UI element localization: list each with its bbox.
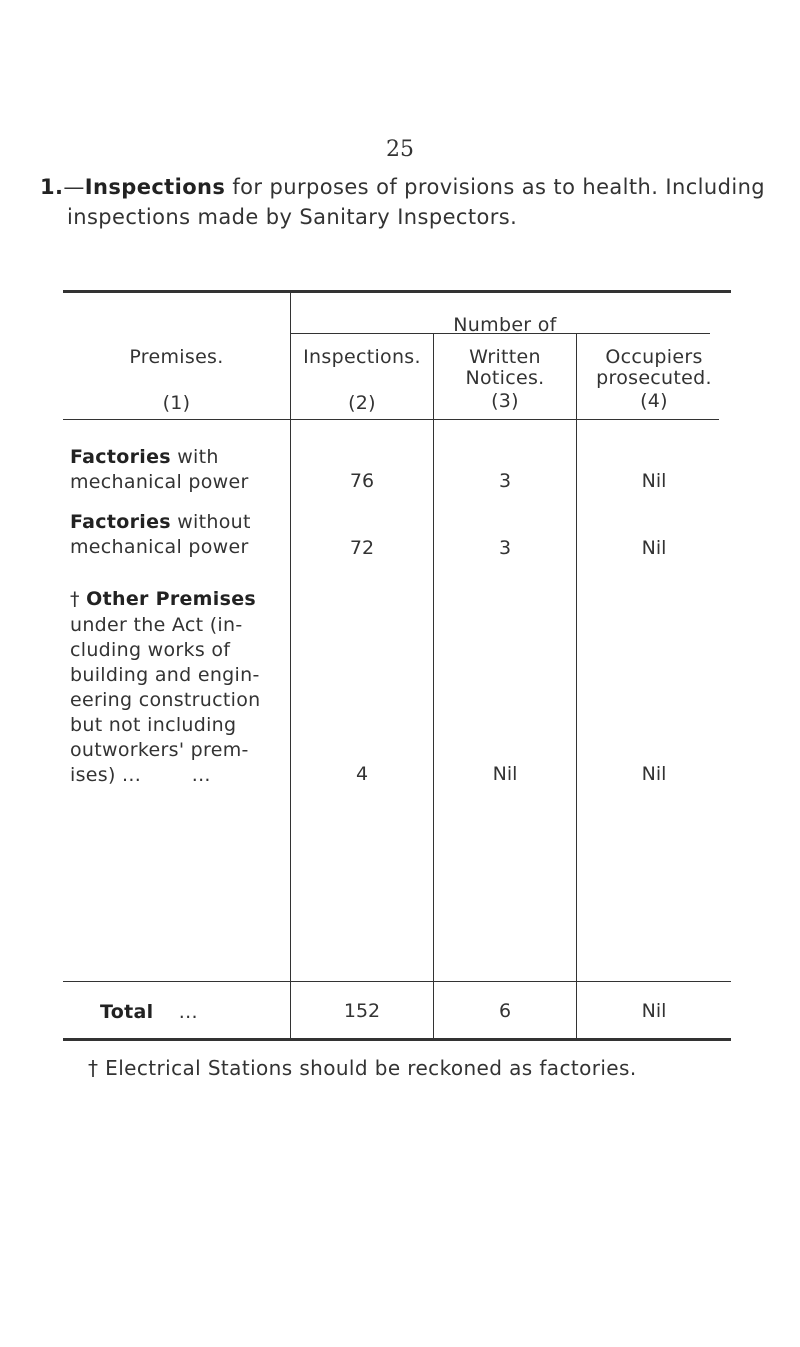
row2-premises-line2: mechanical power	[70, 536, 249, 558]
heading-number: 1.	[40, 175, 64, 199]
total-written-notices: 6	[498, 1000, 512, 1022]
total-label	[100, 1000, 285, 1025]
row1-inspections: 76	[349, 470, 375, 492]
group-header-number-of: Number of	[453, 314, 557, 336]
header-underline-right	[291, 419, 719, 420]
total-inspections: 152	[343, 1000, 381, 1022]
total-occupiers: Nil	[641, 1000, 667, 1022]
footnote: † Electrical Stations should be reckoned as factories.	[88, 1056, 637, 1080]
row3-premises-line1	[70, 587, 285, 612]
page-number: 25	[386, 137, 414, 162]
row3-premises-line3: cluding works of	[70, 639, 231, 661]
heading-dash: —	[63, 175, 85, 199]
col-number-premises: (1)	[162, 392, 191, 414]
row3-premises-line6: but not including	[70, 714, 237, 736]
total-dots: ...	[178, 1001, 198, 1023]
total-text: Total	[100, 1001, 154, 1023]
section-heading	[40, 172, 790, 232]
heading-line2: inspections made by Sanitary Inspectors.	[67, 205, 518, 229]
col-header-written-line2: Notices.	[465, 367, 545, 389]
header-underline-premises	[63, 419, 290, 420]
col-header-inspections: Inspections.	[303, 346, 421, 368]
row2-premises-bold: Factories	[70, 511, 171, 533]
row3-inspections: 4	[355, 763, 369, 785]
row3-premises-line5: eering construction	[70, 689, 261, 711]
row2-premises-line1	[70, 510, 285, 535]
table-bottom-rule	[63, 1038, 731, 1041]
col-number-written: (3)	[491, 390, 519, 412]
vline-2	[433, 333, 434, 1038]
col-header-written-line1: Written	[469, 346, 541, 368]
heading-lead: Inspections	[84, 175, 226, 199]
col-number-occupiers: (4)	[640, 390, 668, 412]
col-number-inspections: (2)	[348, 392, 376, 414]
row3-occupiers: Nil	[641, 763, 667, 785]
row2-occupiers: Nil	[641, 537, 667, 559]
vline-3	[576, 333, 577, 1038]
row1-premises-line1	[70, 445, 285, 470]
row1-premises-rest: with	[170, 446, 219, 468]
row3-premises-line7: outworkers' prem-	[70, 739, 249, 761]
row2-inspections: 72	[349, 537, 375, 559]
row3-written-notices: Nil	[492, 763, 518, 785]
row1-premises-line2: mechanical power	[70, 471, 249, 493]
row1-premises-bold: Factories	[70, 446, 171, 468]
row3-premises-bold: Other Premises	[86, 588, 256, 610]
heading-rest: for purposes of provisions as to health. Including	[225, 175, 766, 199]
table-top-rule	[63, 290, 731, 293]
col-header-premises: Premises.	[129, 346, 224, 368]
col-header-occupiers-line1: Occupiers	[605, 346, 703, 368]
total-rule	[63, 981, 731, 982]
row3-premises-line4: building and engin-	[70, 664, 260, 686]
row2-premises-rest: without	[170, 511, 251, 533]
col-header-occupiers-line2: prosecuted.	[596, 367, 712, 389]
row3-premises-line2: under the Act (in-	[70, 614, 243, 636]
row3-premises-line8: ises) ... ...	[70, 764, 211, 786]
row1-occupiers: Nil	[641, 470, 667, 492]
row1-written-notices: 3	[498, 470, 512, 492]
row2-written-notices: 3	[498, 537, 512, 559]
dagger-mark: †	[70, 588, 80, 610]
